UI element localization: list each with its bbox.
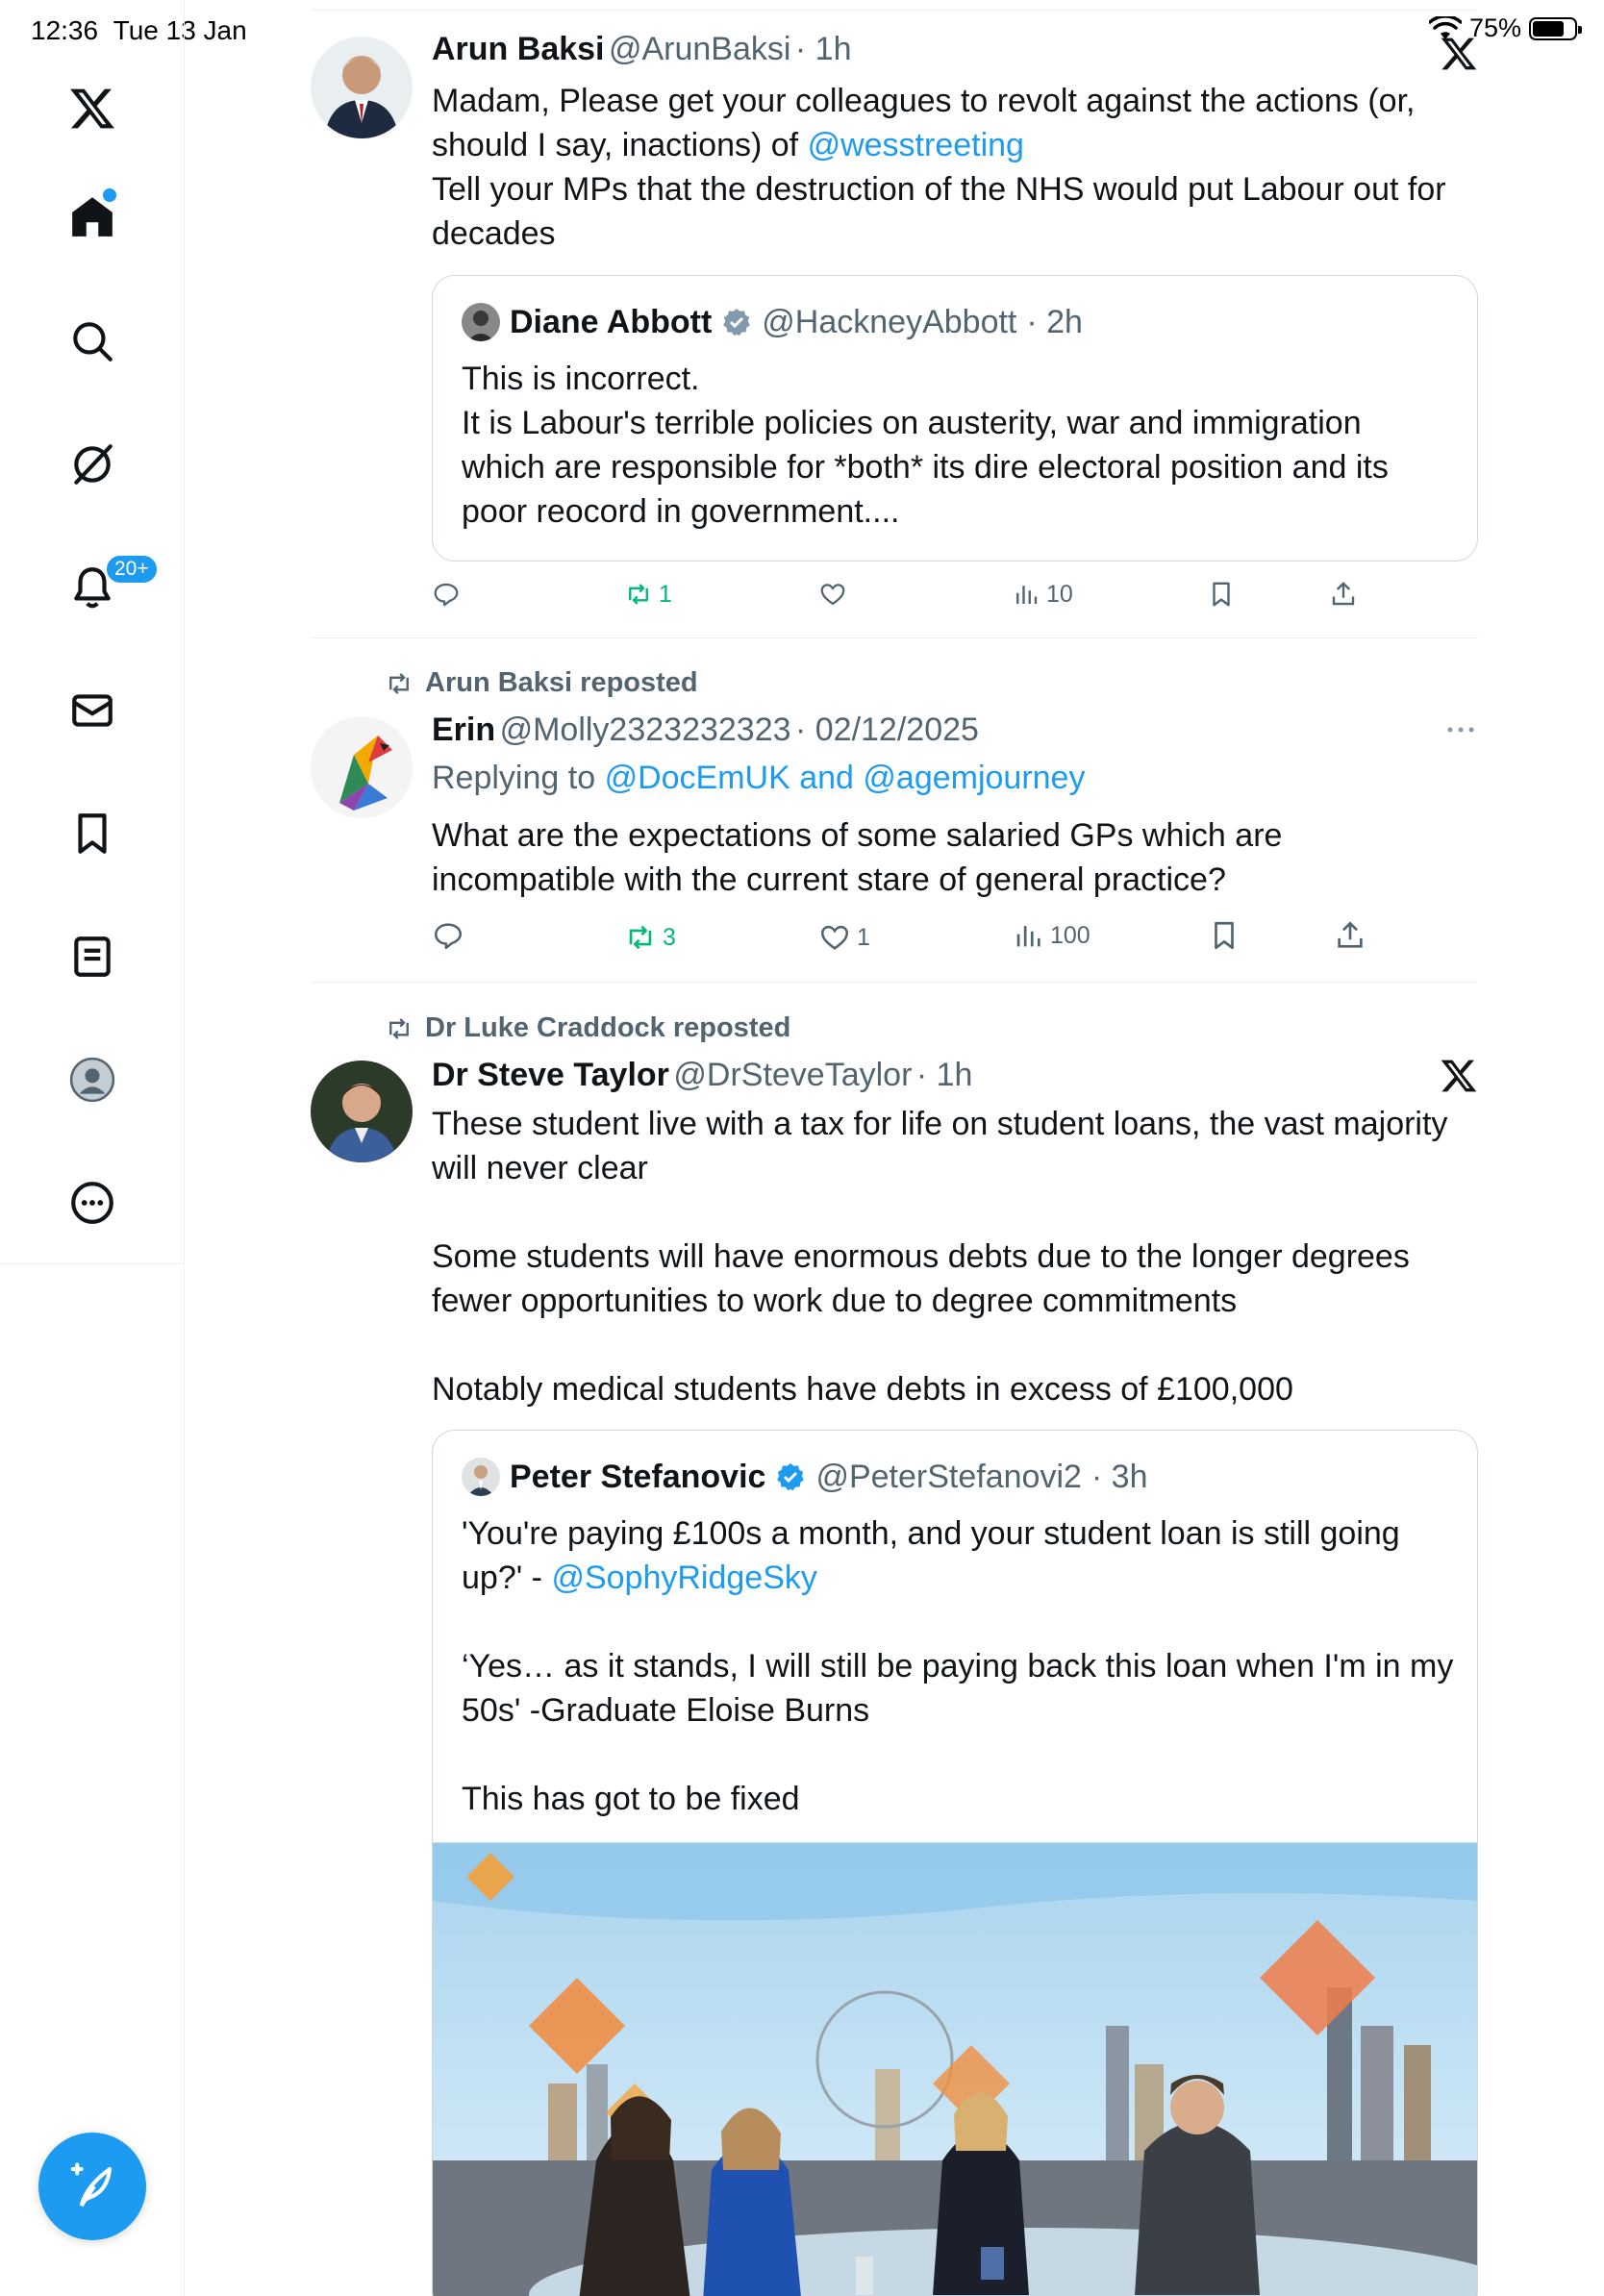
quote-text-line: 'You're paying £100s a month, and your student loan is still going — [462, 1515, 1400, 1552]
tweet-text-segment: should I say, inactions) of — [432, 127, 799, 163]
replying-to-links[interactable]: @DocEmUK and @agemjourney — [604, 760, 1086, 796]
bookmark-button[interactable] — [1207, 580, 1236, 609]
tweet-text — [432, 813, 1282, 902]
list-icon — [68, 933, 116, 981]
compose-post-button[interactable] — [38, 2133, 146, 2240]
grok-icon — [68, 440, 116, 488]
quote-text-segment: up?' - — [462, 1560, 542, 1596]
repost-context — [383, 667, 698, 699]
like-count: 1 — [857, 923, 870, 951]
mail-icon — [68, 686, 116, 735]
repost-button[interactable] — [624, 580, 672, 609]
quote-author-handle: @PeterStefanovi2 — [815, 1458, 1082, 1495]
share-icon — [1334, 919, 1366, 952]
tweet-text-line: What are the expectations of some salaried GPs which are — [432, 817, 1283, 854]
author-handle[interactable]: @ArunBaksi — [608, 31, 791, 67]
verified-gray-badge-icon — [721, 307, 752, 337]
tweet-time[interactable]: · 1h — [794, 31, 852, 67]
sidebar — [0, 0, 185, 2296]
sidebar-item-lists[interactable] — [0, 933, 185, 981]
sidebar-item-grok[interactable] — [0, 440, 185, 488]
bookmark-button[interactable] — [1208, 919, 1241, 952]
battery-percent: 75% — [1468, 13, 1521, 42]
quote-text-blank — [462, 1733, 1462, 1777]
quote-text-blank — [462, 1600, 1462, 1644]
quoted-tweet[interactable] — [432, 275, 1478, 562]
quote-avatar — [462, 303, 500, 341]
tweet-text-line: Tell your MPs that the destruction of the NHS would put Labour out for — [432, 171, 1446, 208]
heart-icon — [818, 921, 851, 954]
quote-header — [462, 1458, 1148, 1496]
repost-count: 1 — [659, 580, 672, 608]
like-button[interactable] — [818, 580, 853, 609]
reply-icon — [432, 919, 464, 952]
tweet-time[interactable]: · 1h — [915, 1057, 973, 1093]
tweet-text-line — [432, 123, 1470, 167]
quote-avatar — [462, 1458, 500, 1496]
share-button[interactable] — [1329, 580, 1358, 609]
more-horizontal-icon — [1442, 711, 1479, 748]
search-icon — [68, 317, 116, 365]
mention-link[interactable]: @wesstreeting — [807, 127, 1024, 163]
sidebar-item-more[interactable] — [0, 1179, 185, 1227]
compose-feather-icon — [66, 2160, 118, 2212]
home-unread-dot — [103, 188, 116, 202]
repost-context-icon — [383, 1014, 415, 1043]
reply-button[interactable] — [432, 919, 470, 952]
author-name[interactable]: Arun Baksi — [432, 31, 605, 67]
tweet-divider — [311, 982, 1478, 983]
author-handle[interactable]: @DrSteveTaylor — [673, 1057, 913, 1093]
bookmark-icon — [1207, 580, 1236, 609]
repost-context-icon — [383, 669, 415, 698]
sidebar-item-messages[interactable] — [0, 686, 185, 735]
like-button[interactable] — [818, 921, 870, 954]
tweet-header — [432, 711, 979, 749]
repost-button[interactable] — [624, 921, 676, 954]
sidebar-item-bookmarks[interactable] — [0, 810, 185, 858]
quote-header — [462, 303, 1083, 341]
repost-count: 3 — [663, 923, 676, 951]
verified-blue-badge-icon — [775, 1461, 806, 1492]
tweet-text — [432, 79, 1470, 256]
quote-time: · 2h — [1026, 303, 1083, 340]
status-time: 12:36 Tue 13 Jan — [31, 15, 247, 45]
notifications-badge: 20+ — [105, 554, 159, 585]
views-button[interactable] — [1012, 919, 1090, 952]
repost-icon — [624, 580, 653, 609]
tweet-text-line: decades — [432, 215, 556, 252]
quote-text-line: ‘Yes… as it stands, I will still be paying back this loan when I'm in my — [462, 1648, 1454, 1685]
tweet-text — [432, 1102, 1475, 1411]
views-count: 100 — [1050, 921, 1090, 949]
avatar[interactable] — [311, 716, 413, 818]
heart-icon — [818, 580, 847, 609]
replying-to-label: Replying to — [432, 760, 596, 796]
sidebar-item-profile[interactable] — [0, 1056, 185, 1104]
x-mini-logo-icon — [1440, 1057, 1478, 1095]
tweet-text-line: Madam, Please get your colleagues to revolt against the actions (or, — [432, 83, 1416, 119]
quote-author-name: Diane Abbott — [510, 303, 713, 340]
tweet-text-line: These student live with a tax for life on student loans, the vast majority — [432, 1106, 1448, 1142]
views-count: 10 — [1046, 580, 1073, 608]
quote-text-line: This is incorrect. — [462, 361, 700, 397]
avatar[interactable] — [311, 37, 413, 138]
quote-text — [462, 357, 1389, 534]
repost-context-label[interactable]: Dr Luke Craddock reposted — [425, 1012, 791, 1043]
bookmark-icon — [1208, 919, 1241, 952]
share-icon — [1329, 580, 1358, 609]
views-chart-icon — [1012, 580, 1040, 609]
battery-icon — [1529, 17, 1577, 40]
share-button[interactable] — [1334, 919, 1366, 952]
replying-to — [432, 760, 1085, 797]
views-button[interactable] — [1012, 580, 1073, 609]
avatar[interactable] — [311, 1061, 413, 1162]
sidebar-item-explore[interactable] — [0, 317, 185, 365]
repost-icon — [624, 921, 657, 954]
profile-avatar-icon — [68, 1056, 116, 1104]
quote-text-line — [462, 1556, 1462, 1600]
more-circle-icon — [68, 1179, 116, 1227]
tweet-text-line: fewer opportunities to work due to degree commitments — [432, 1283, 1238, 1319]
repost-context — [383, 1012, 790, 1044]
quote-text-line: poor reocord in government.... — [462, 493, 900, 530]
quote-text — [462, 1511, 1462, 1821]
tweet-text-blank — [432, 1323, 1475, 1367]
quote-time: · 3h — [1090, 1458, 1148, 1495]
tweet-text-line: Notably medical students have debts in excess of £100,000 — [432, 1371, 1293, 1408]
tweet-more-button[interactable] — [1442, 711, 1479, 753]
author-name[interactable]: Dr Steve Taylor — [432, 1057, 669, 1093]
author-handle[interactable]: @Molly2323232323 — [499, 711, 791, 748]
mention-link[interactable]: @SophyRidgeSky — [551, 1560, 817, 1596]
repost-context-label[interactable]: Arun Baksi reposted — [425, 667, 698, 698]
tweet-header — [432, 1057, 972, 1094]
quote-author-handle: @HackneyAbbott — [762, 303, 1017, 340]
quote-media-image[interactable] — [433, 1842, 1478, 2296]
reply-icon — [432, 580, 461, 609]
x-mini-logo-icon — [1440, 35, 1478, 73]
quote-text-line: 50s' -Graduate Eloise Burns — [462, 1692, 870, 1729]
tweet-header — [432, 31, 851, 68]
sidebar-item-home[interactable] — [0, 192, 185, 245]
reply-button[interactable] — [432, 580, 466, 609]
tweet-text-line: Some students will have enormous debts due to the longer degrees — [432, 1238, 1410, 1275]
views-chart-icon — [1012, 919, 1044, 952]
quote-author-name: Peter Stefanovic — [510, 1458, 766, 1495]
tweet-time[interactable]: · 02/12/2025 — [794, 711, 979, 748]
x-logo-icon[interactable] — [0, 85, 185, 133]
tweet-text-line: will never clear — [432, 1150, 648, 1186]
quote-text-line: This has got to be fixed — [462, 1781, 800, 1817]
sidebar-divider — [0, 1263, 185, 1264]
author-name[interactable]: Erin — [432, 711, 496, 748]
quote-text-line: It is Labour's terrible policies on austerity, war and immigration — [462, 405, 1362, 441]
bookmark-icon — [68, 810, 116, 858]
sidebar-item-notifications[interactable] — [0, 558, 185, 616]
tweet-divider — [311, 637, 1478, 638]
tweet-text-blank — [432, 1190, 1475, 1235]
quote-text-line: which are responsible for *both* its dire electoral position and its — [462, 449, 1389, 486]
quoted-tweet[interactable] — [432, 1430, 1478, 2296]
feed-top-divider — [311, 10, 1478, 11]
tweet-text-line: incompatible with the current stare of general practice? — [432, 861, 1226, 898]
